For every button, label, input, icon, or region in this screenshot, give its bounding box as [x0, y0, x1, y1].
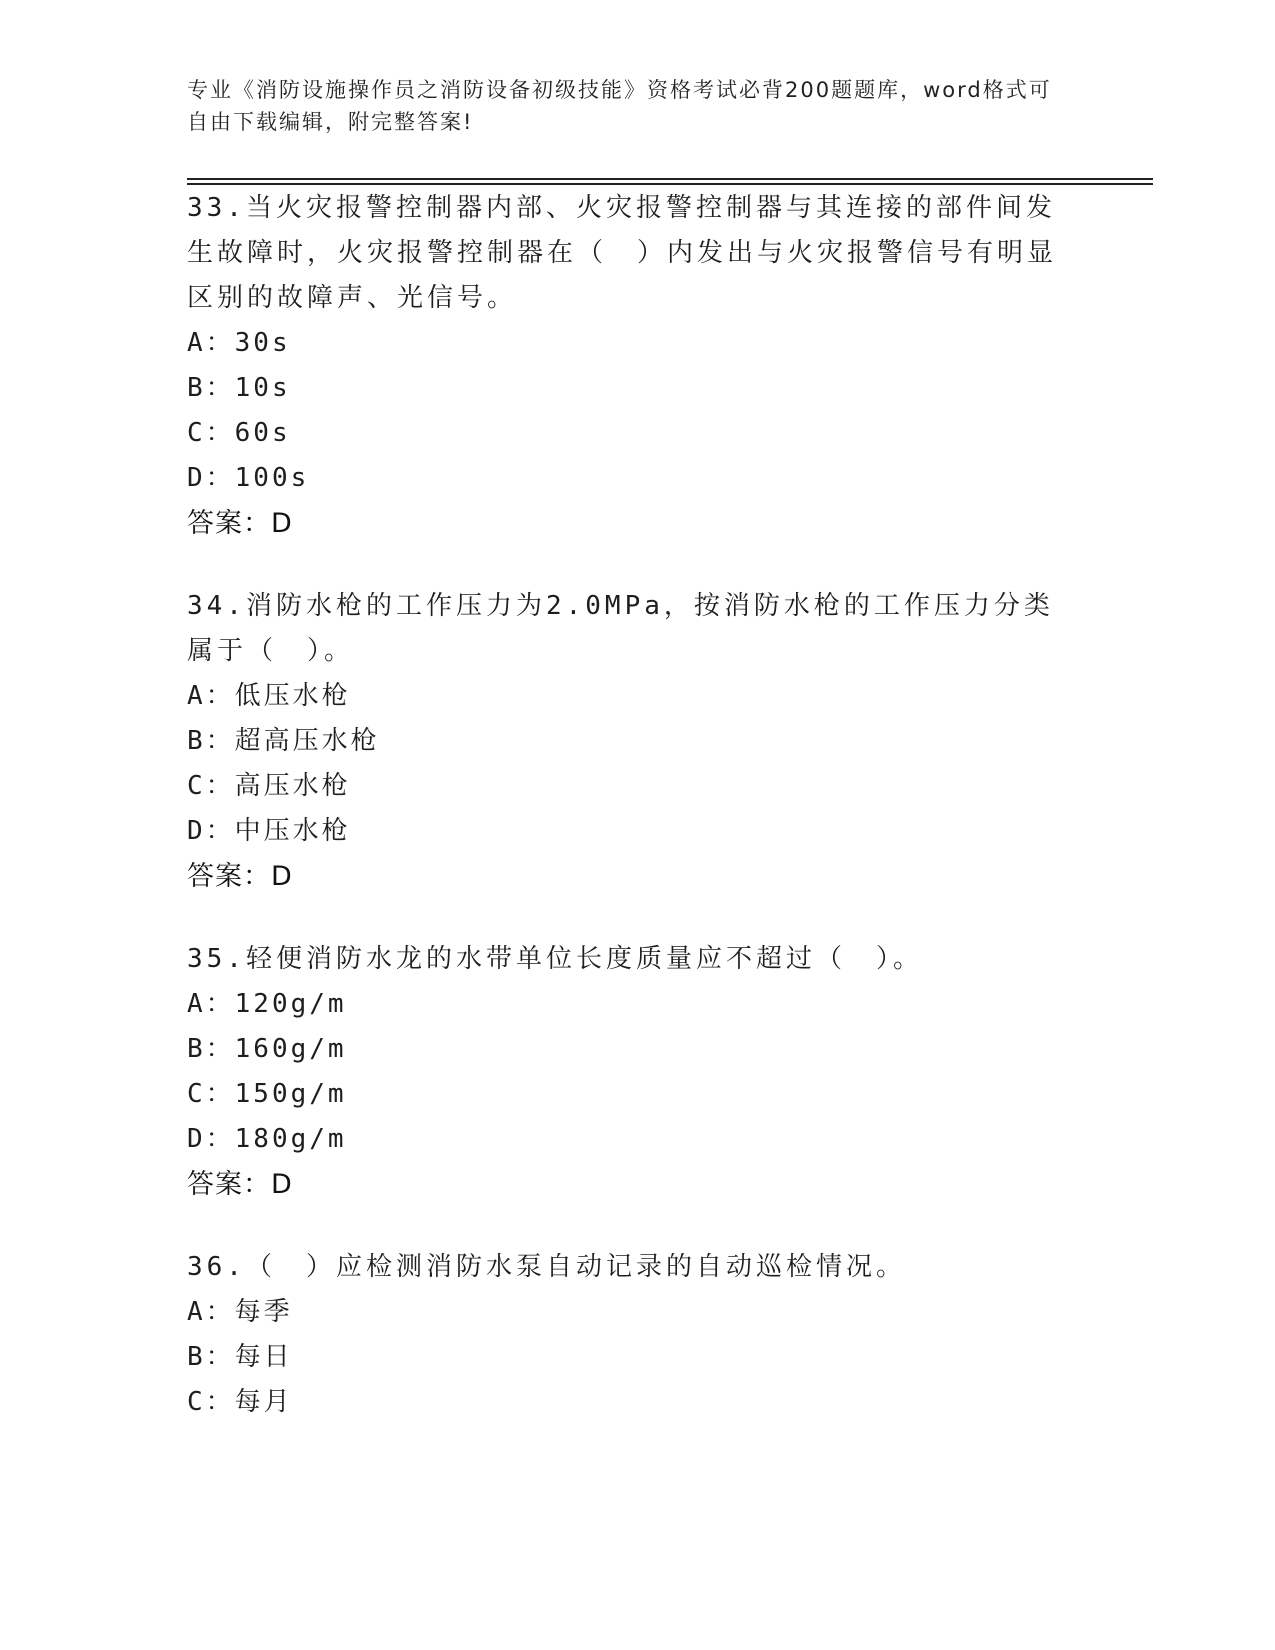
question-stem: 35.轻便消防水龙的水带单位长度质量应不超过（ ）。 [187, 944, 923, 974]
option-d: D：100s [187, 463, 310, 493]
option-c: C：高压水枪 [187, 771, 351, 801]
option-a: A：30s [187, 328, 291, 358]
answer-line: 答案：D [187, 508, 293, 539]
question-list [187, 186, 1087, 1463]
option-b: B：超高压水枪 [187, 726, 380, 756]
option-a: A：120g/m [187, 989, 347, 1019]
answer-line: 答案：D [187, 1169, 293, 1200]
question-stem: 34.消防水枪的工作压力为2.0MPa，按消防水枪的工作压力分类属于（ ）。 [187, 591, 1054, 666]
header-divider-bottom [187, 183, 1153, 185]
question-36 [187, 1245, 1087, 1425]
option-c: C：150g/m [187, 1079, 347, 1109]
option-b: B：10s [187, 373, 291, 403]
header-divider-top [187, 178, 1153, 180]
question-35 [187, 937, 1087, 1207]
answer-line: 答案：D [187, 861, 293, 892]
document-header-note: 专业《消防设施操作员之消防设备初级技能》资格考试必背200题题库，word格式可自由下载编辑，附完整答案! [187, 78, 1052, 134]
question-34 [187, 584, 1087, 899]
option-b: B：每日 [187, 1342, 293, 1372]
option-d: D：180g/m [187, 1124, 347, 1154]
option-c: C：60s [187, 418, 291, 448]
option-b: B：160g/m [187, 1034, 347, 1064]
option-c: C：每月 [187, 1387, 293, 1417]
option-d: D：中压水枪 [187, 816, 351, 846]
option-a: A：每季 [187, 1297, 293, 1327]
question-stem: 36.（ ）应检测消防水泵自动记录的自动巡检情况。 [187, 1252, 906, 1282]
question-33 [187, 186, 1087, 546]
question-stem: 33.当火灾报警控制器内部、火灾报警控制器与其连接的部件间发生故障时，火灾报警控制器在（ ）内发出与火灾报警信号有明显区别的故障声、光信号。 [187, 193, 1058, 313]
option-a: A：低压水枪 [187, 681, 351, 711]
